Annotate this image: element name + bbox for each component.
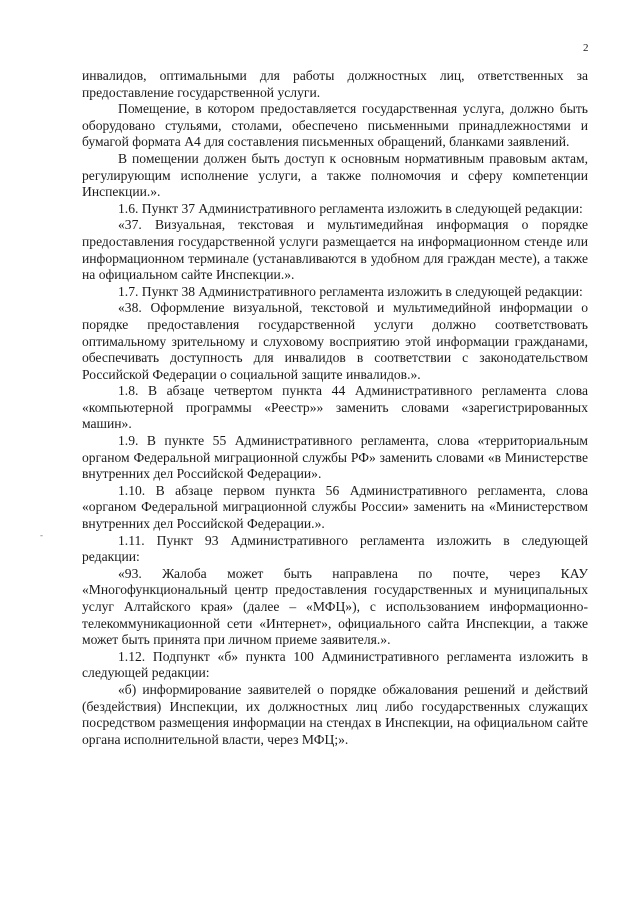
paragraph: «37. Визуальная, текстовая и мультимедийная информация о порядке предоставления государственной услуги размещается на информационном стенде или информационном терминале (устанавливаются в удобном для граждан месте), а также на официальном сайте Инспекции.». [82,217,588,283]
paragraph: «38. Оформление визуальной, текстовой и мультимедийной информации о порядке предоставления государственной услуги должно соответствовать оптимальному зрительному и слуховому восприятию этой информации гражданами, обеспечивать доступность для инвалидов в соответствии с законодательством Российской Федерации о социальной защите инвалидов.». [82,300,588,382]
paragraph: 1.10. В абзаце первом пункта 56 Административного регламента, слова «органом Федеральной миграционной службы России» заменить на «Министерством внутренних дел Российской Федерации.». [82,482,588,532]
page-number: 2 [583,42,589,54]
document-body [82,68,588,748]
paragraph: Помещение, в котором предоставляется государственная услуга, должно быть оборудовано стульями, столами, обеспечено письменными принадлежностями и бумагой формата А4 для составления письменных обращений, бланками заявлений. [82,101,588,150]
paragraph: 1.9. В пункте 55 Административного регламента, слова «территориальным органом Федеральной миграционной службы РФ» заменить словами «в Министерстве внутренних дел Российской Федерации». [82,433,588,482]
paragraph: 1.8. В абзаце четвертом пункта 44 Административного регламента слова «компьютерной программы «Реестр»» заменить словами «зарегистрированных машин». [82,383,588,432]
paragraph: В помещении должен быть доступ к основным нормативным правовым актам, регулирующим исполнение услуги, а также полномочия и сферу компетенции Инспекции.». [82,150,588,200]
margin-mark: - [40,530,43,540]
paragraph: 1.6. Пункт 37 Административного регламента изложить в следующей редакции: [118,200,583,216]
paragraph: 1.12. Подпункт «б» пункта 100 Административного регламента изложить в следующей редакции: [82,648,588,681]
paragraph: инвалидов, оптимальными для работы должностных лиц, ответственных за предоставление государственной услуги. [82,68,588,100]
paragraph: 1.11. Пункт 93 Административного регламента изложить в следующей редакции: [82,532,588,565]
paragraph: «93. Жалоба может быть направлена по почте, через КАУ «Многофункциональный центр предоставления государственных и муниципальных услуг Алтайского края» (далее – «МФЦ»), с использованием информационно-телекоммуникационной сети «Интернет», официального сайта Инспекции, а также может быть принята при личном приеме заявителя.». [82,565,588,648]
paragraph: «б) информирование заявителей о порядке обжалования решений и действий (бездействия) Инспекции, их должностных лиц либо государственных служащих посредством размещения информации на стендах в Инспекции, на официальном сайте органа исполнительной власти, через МФЦ;». [82,681,588,747]
paragraph: 1.7. Пункт 38 Административного регламента изложить в следующей редакции: [118,283,583,299]
